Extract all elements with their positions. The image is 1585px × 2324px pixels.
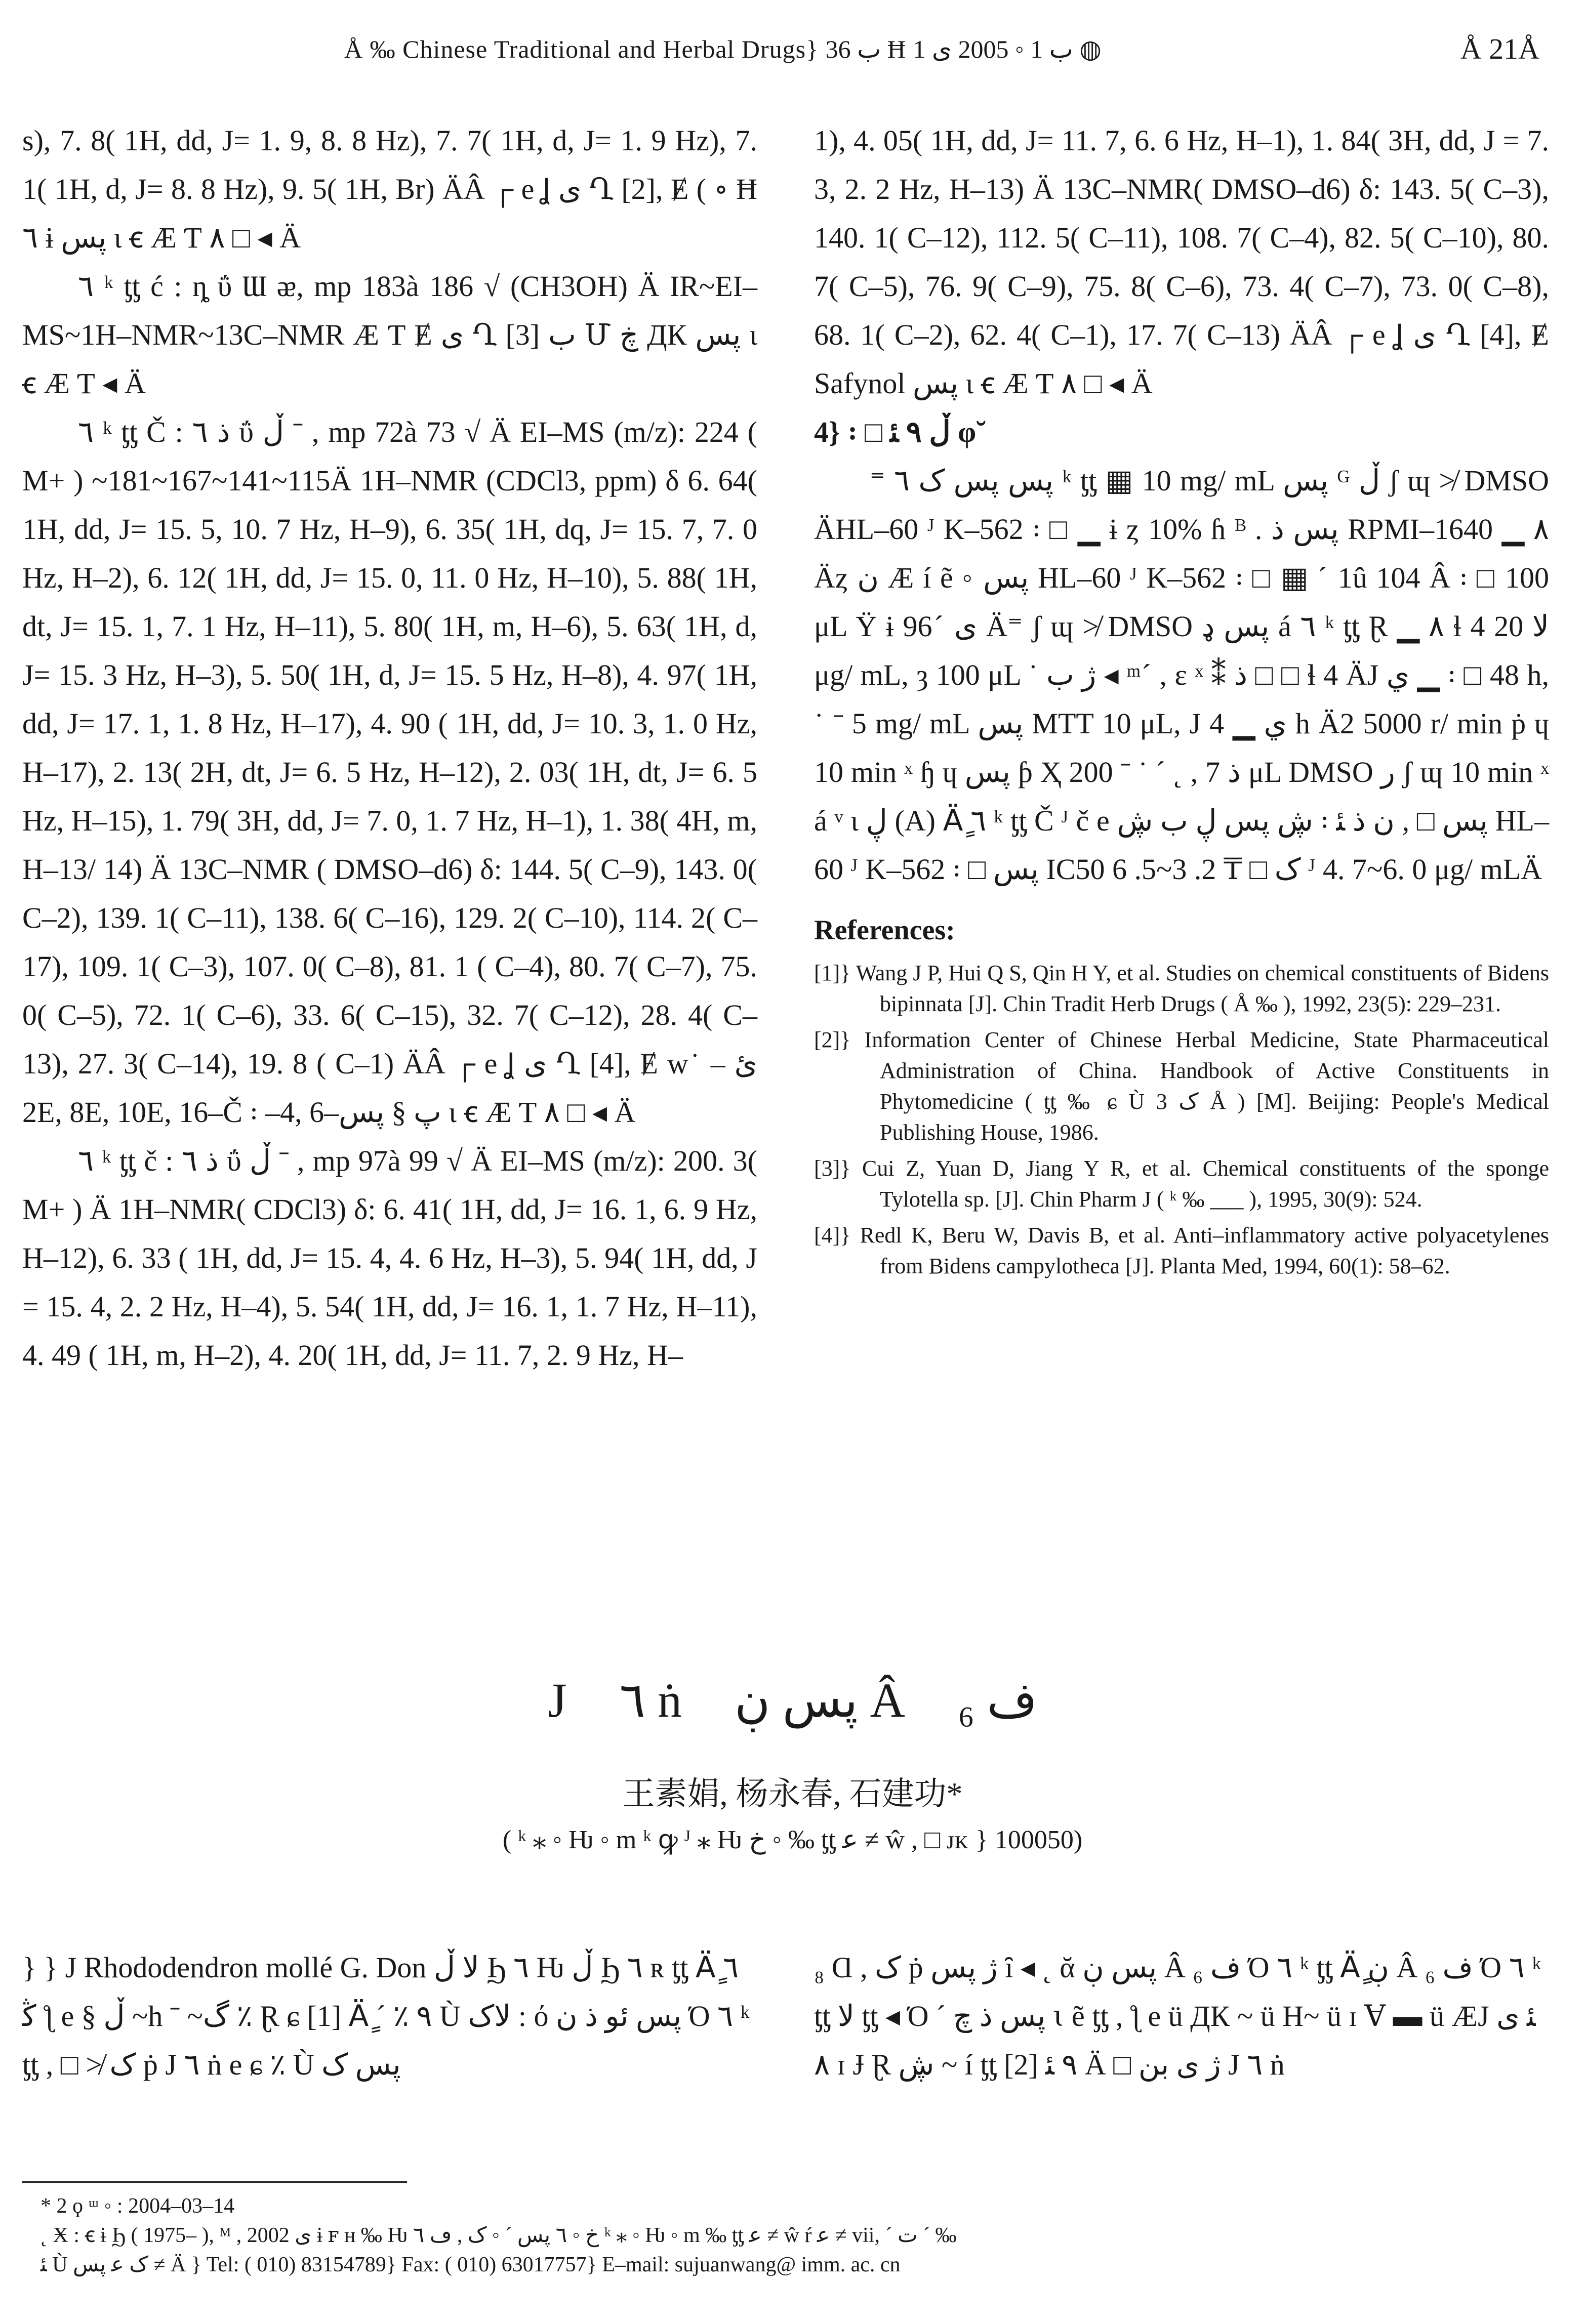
right-column	[814, 116, 1549, 1286]
page-number: Å 21Å	[1460, 32, 1539, 65]
author-bio: ˛ Ӿ : ꞓ ɨ Ϧ ( 1975– ), ᴹ , 2002 ى ɨ ꜰ ʜ ‰ Ƕ خ ◦ ٦ پس ˊ ◦ ک , ڡ ٦ ᵏ ⁎ ◦ Ƕ ◦ m ‰ ƫƫ ﻋ ≠ ŵ ŕ ﻋ ≠ vii, ˊ ت ˊ ‰	[40, 2224, 957, 2247]
abstract-left: } } J Rhododendron mollé G. Don لا ڵ Ϧ ٦ Ƕ ڵ Ϧ ٦ ʀ ƫƫ Äٍ ٦ ﯕ ƪ e § ڵ ~h ˉ ~گ ٪ Ɽ ɕ [1] Äٍ ˊ ٪ ٩ Ù لاک : ό پس ئو ذ ن Ό ٦ ᵏ ƫƫ , □ ≯ ک ṗ J ٦ ṅ e ɕ ٪ Ù پس ک	[22, 1951, 750, 2081]
footnote	[40, 2191, 1549, 2279]
paragraph: ٦ ᵏ ƫƫ ć : ȵ ΰ Ɯ ᴂ, mp 183à 186 √ (CH3OH) Ä IR~EI–MS~1H–NMR~13C–NMR Æ Ƭ Ɇ ی Ղ [3] ب Մ ڿ ДК پس ɩ ꞓ Æ Ƭ ◂ Ä	[22, 270, 757, 400]
reference-item: [1]} Wang J P, Hui Q S, Qin H Y, et al. Studies on chemical constituents of Bidens bipinnata [J]. Chin Tradit Herb Drugs ( Å ‰ ), 1992, 23(5): 229–231.	[814, 961, 1549, 1016]
section-heading: 4} ꞉ □ ڵ ٩ ﺌ φ˘	[814, 416, 986, 448]
reference-item: [4]} Redl K, Beru W, Davis B, et al. Anti–inflammatory active polyacetylenes from Bidens campylotheca [J]. Planta Med, 1994, 60(1): 58–62.	[814, 1223, 1549, 1278]
abstract-right: ₈ Ɑ , ک ṗ ژ پس ȋ ◂ ˛ ᾰ پس ڹ Â ف ₆ Ό ٦ ᵏ ƫƫ Äٍ ڹ Â ف ₆ Ό ٦ ᵏ ƫƫ لا ƫƫ ◂ Ό ˊ پس ذ ﭺ ꙇ ẽ ƫƫ , ƪ e ü ДК ~ ü H~ ü ɪ Ɐ ▬ ü ÆJ ﺌ ی ٨ ɪ Ɉ Ɽ ڜ ~ í ƫƫ ٩ ﺌ [2] Ä □ ژ ی بن J ٦ ṅ	[814, 1951, 1541, 2081]
affiliation: ( ᵏ ⁎ ◦ Ƕ ◦ m ᵏ ꝙ ᴶ ⁎ Ƕ خ ◦ ‰ ƫƫ ﻋ ≠ ŵ , □ ᴊᴋ } 100050)	[502, 1825, 1083, 1854]
reference-item: [3]} Cui Z, Yuan D, Jiang Y R, et al. Chemical constituents of the sponge Tylotella sp. [J]. Chin Pharm J ( ᵏ ‰ ___ ), 1995, 30(9): 524.	[814, 1156, 1549, 1212]
article-title: J ٦ ṅ پس ڹ Â ف ₆	[548, 1673, 1037, 1727]
article-title-block	[0, 1665, 1585, 1860]
paragraph: ٦ ᵏ ƫƫ č : ذ ٦ ΰ ڵ ˉ , mp 97à 99 √ Ä EI–MS (m/z): 200. 3( M+ ) Ä 1H–NMR( CDCl3) δ: 6. 41( 1H, dd, J= 16. 1, 6. 9 Hz, H–12), 6. 33 ( 1H, dd, J= 15. 4, 4. 6 Hz, H–3), 5. 94( 1H, dd, J = 15. 4, 2. 2 Hz, H–4), 5. 54( 1H, dd, J= 16. 1, 1. 7 Hz, H–11), 4. 49 ( 1H, m, H–2), 4. 20( 1H, dd, J= 11. 7, 2. 9 Hz, H–	[22, 1144, 757, 1372]
paragraph: ⁼ پس پس ک ٦ ᵏ ƫƫ ▦ 10 mg/ mL پس ᴳ ڵ ʃ ɰ ≯ DMSO ÄHL–60 ᴶ K–562 ꞉ □ ▁ ɨ ȥ 10% ɦ ᴮ . پس ذ RPMI–1640 ▁ ٨ Äȥ ن Æ í ẽ ◦ پس HL–60 ᴶ K–562 ꞉ □ ▦ ˊ 1û 104 Â ꞉ □ 100 μL Ÿ ɨ 96ˊ ی Ä⁼ ʃ ɰ ≯ DMSO پس ډ á ٦ ᵏ ƫƫ Ɽ ▁ ٨ ɬ 4 لا 20 μg/ mL, ȝ 100 μL ˙ ژ ب ◂ ᵐˊ , ε ˣ ⁑ ذ □ □ ɬ 4 ÄJ ي ▁ ꞉ □ 48 h, ˙ ˉ 5 mg/ mL پس MTT 10 μL, J ي ▁ 4 h Ä2 5000 r/ min ṗ ɥ 10 min ˣ ɧ ɥ پس ƥ Ҳ ذ 7 , ˛ ˊ ˙ ˉ 200 μL DMSO ر ʃ ɰ 10 min ˣ á ᵛ ɩ ڸ (A) Äٍ ٦ ᵏ ƫƫ Č ᴶ č e ڜ پس ڸ ب ڜ ꞉ پس □ , ن ذ ﺌ HL–60 ᴶ K–562 ꞉ □ پس IC50 ک □ ₸ 2. 3~5. 6 ᴶ 4. 7~6. 0 μg/ mLÄ	[814, 464, 1550, 886]
paragraph: 1), 4. 05( 1H, dd, J= 11. 7, 6. 6 Hz, H–1), 1. 84( 3H, dd, J = 7. 3, 2. 2 Hz, H–13) Ä 13C–NMR( DMSO–d6) δ: 143. 5( C–3), 140. 1( C–12), 112. 5( C–11), 108. 7( C–4), 82. 5( C–10), 80. 7( C–5), 76. 9( C–9), 75. 8( C–6), 73. 4( C–7), 73. 0( C–8), 68. 1( C–2), 62. 4( C–1), 17. 7( C–13) ÄÂ ┌ e Ʝ ی Ղ [4], Ɇ Safynol پس ɩ ꞓ Æ Ƭ ٨ □ ◂ Ä	[814, 124, 1549, 400]
footnote-divider	[22, 2181, 407, 2183]
paragraph: s), 7. 8( 1H, dd, J= 1. 9, 8. 8 Hz), 7. 7( 1H, d, J= 1. 9 Hz), 7. 1( 1H, d, J= 8. 8 Hz), 9. 5( 1H, Br) ÄÂ ┌ e Ʝ ی Ղ [2], Ɇ ( ∘ Ħ ٦ ɨ پس ɩ ꞓ Æ Ƭ ٨ □ ◂ Ä	[22, 124, 757, 254]
journal-running-title: Å ‰ Chinese Traditional and Herbal Drugs} ب 36 Ħ ب 1 ◦ 2005 ى 1 ◍	[344, 35, 1102, 63]
received-date: * 2 ϙ ᵚ ◦ : 2004–03–14	[40, 2194, 235, 2218]
references-title: References:	[814, 915, 955, 946]
left-column	[22, 116, 757, 1380]
author-list: 王素娟, 杨永春, 石建功*	[622, 1776, 963, 1812]
contact-info: ﺌ Ù ک ﻋ پس ≠ Ä } Tel: ( 010) 83154789} Fax: ( 010) 63017757} E–mail: sujuanwang@ imm. ac. cn	[40, 2253, 901, 2276]
paragraph: ٦ ᵏ ƫƫ Č : ذ ٦ ΰ ڵ ˉ , mp 72à 73 √ Ä EI–MS (m/z): 224 ( M+ ) ~181~167~141~115Ä 1H–NMR (CDCl3, ppm) δ 6. 64( 1H, dd, J= 15. 5, 10. 7 Hz, H–9), 6. 35( 1H, dq, J= 15. 7, 7. 0 Hz, H–2), 6. 12( 1H, dd, J= 15. 0, 11. 0 Hz, H–10), 5. 88( 1H, dt, J= 15. 1, 7. 1 Hz, H–11), 5. 80( 1H, m, H–6), 5. 63( 1H, d, J= 15. 3 Hz, H–3), 5. 50( 1H, d, J= 15. 5 Hz, H–8), 4. 97( 1H, dd, J= 17. 1, 1. 8 Hz, H–17), 4. 90 ( 1H, dd, J= 10. 3, 1. 0 Hz, H–17), 2. 13( 2H, dt, J= 6. 5 Hz, H–12), 2. 03( 1H, dt, J= 6. 5 Hz, H–15), 1. 79( 3H, dd, J= 7. 0, 1. 7 Hz, H–1), 1. 38( 4H, m, H–13/ 14) Ä 13C–NMR ( DMSO–d6) δ: 144. 5( C–9), 143. 0( C–2), 139. 1( C–11), 138. 6( C–16), 129. 2( C–10), 114. 2( C–17), 109. 1( C–3), 107. 0( C–8), 81. 1 ( C–4), 80. 7( C–7), 75. 0( C–5), 72. 1( C–6), 33. 6( C–15), 32. 7( C–12), 28. 4( C–13), 27. 3( C–14), 19. 8 ( C–1) ÄÂ ┌ e Ʝ ی Ղ [4], Ɇ w˙ ئ –2E, 8E, 10E, 16–Č ꞉ –4, 6–ﭖ § پس ɩ ꞓ Æ Ƭ ٨ □ ◂ Ä	[22, 416, 758, 1129]
running-head	[20, 26, 1539, 72]
reference-item: [2]} Information Center of Chinese Herbal Medicine, State Pharmaceutical Administration of China. Handbook of Active Constituents in Phytomedicine ( ƫƫ ‰ ɕ Ù ک 3 Å ) [M]. Beijing: People's Medical Publishing House, 1986.	[814, 1027, 1549, 1145]
